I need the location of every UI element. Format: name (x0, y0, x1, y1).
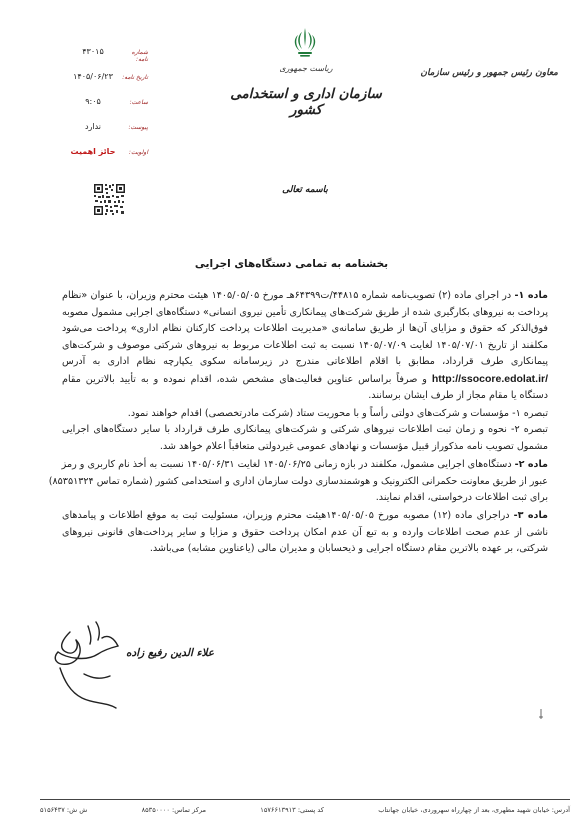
body-line (62, 508, 548, 525)
body-line (62, 305, 548, 322)
body-line (62, 422, 548, 439)
article-heading: ماده ۲- (514, 458, 548, 470)
letter-priority: حائز اهمیت (70, 147, 116, 156)
article-heading: ماده ۳- (513, 510, 548, 522)
body-line (62, 490, 548, 507)
body-text: دستگاه یا مقام مجاز از طرف ایشان برسانند. (368, 389, 548, 401)
body-line (48, 474, 548, 491)
body-line (62, 321, 548, 338)
body-line (62, 371, 548, 388)
office-title: معاون رئیس جمهور و رئیس سازمان (420, 68, 558, 78)
body-text: در اجرای ماده (۲) تصویب‌نامه شماره ۴۴۸۱۵/ت۶۴۳۹۹هـ مورخ ۱۴۰۵/۰۵/۰۵ هیئت محترم وزیران، با عنوان «نظام (62, 290, 515, 301)
meta-priority-label: اولویت: (128, 149, 148, 156)
body-text: تبصره ۱- مؤسسات و شرکت‌های دولتی رأساً و با محوریت ستاد (شرکت مادرتخصصی) اقدام خواهند نمود. (127, 407, 548, 419)
footer-phone: ش ش: ۵۱۵۶۴۳۷ (40, 806, 88, 814)
body-line (62, 439, 548, 456)
body-text: پرداخت به نیروهای بکارگیری شده از طریق شرکت‌های پیمانکاری تأمین نیروی انسانی» دستگاه‌های اجرایی مشمول مصوبه (62, 306, 548, 318)
body-line (62, 541, 548, 558)
body-line (62, 338, 548, 355)
footer (40, 806, 570, 820)
body-line (62, 406, 548, 423)
side-mark (537, 708, 545, 720)
body-line (62, 388, 548, 405)
body-text: تبصره ۲- نحوه و زمان ثبت اطلاعات نیروهای شرکتی و شرکت‌های پیمانکاری طرف قرارداد با سایر دستگاه‌های اجرایی (62, 424, 548, 436)
meta-number-row (64, 47, 148, 72)
meta-number-label: شماره نامه: (131, 49, 148, 63)
body-text: شرکتی، بر عهده بالاترین مقام دستگاه اجرایی و ذیحسابان و مدیران مالی (یاعناوین مشابه) می‌باشد. (149, 543, 548, 555)
qr-code (93, 183, 126, 216)
letter-body (48, 288, 549, 558)
footer-divider (40, 799, 570, 800)
article-heading: ماده ۱- (514, 290, 548, 301)
footer-contact-center: مرکز تماس: ۸۵۳۵۰۰۰۰ (141, 806, 207, 814)
body-text: و صرفاً براساس عناوین فعالیت‌های مشخص شده، اقدام نموده و به تأیید بالاترین مقام (62, 373, 432, 385)
body-line (62, 354, 548, 371)
footer-address: آدرس: خیابان شهید مطهری، بعد از چهارراه سهروردی، خیابان جهانتاب (378, 806, 570, 814)
body-line (62, 457, 548, 474)
footer-postal-code: کد پستی: ۱۵۷۶۶۱۳۹۱۳ (260, 806, 324, 814)
body-text: پیمانکاری طرف قرارداد، مطابق با اقلام اطلاعاتی مندرج در زیرسامانه سکوی یکپارچه نظام اداری به آدرس (62, 356, 548, 368)
body-line (62, 525, 548, 542)
iran-emblem-icon (290, 26, 320, 58)
body-line (62, 288, 548, 305)
meta-time-label: ساعت: (129, 99, 148, 106)
organization-name: سازمان اداری و استخدامی کشور (230, 86, 382, 118)
body-text: فوق‌الذکر که حقوق و مزایای آن‌ها از طریق سامانه‌ی «مدیریت اطلاعات پرداخت کارکنان نظام اداری» پرداخت می‌شود (62, 323, 548, 335)
meta-attachment-label: پیوست: (128, 124, 148, 131)
body-text: عبور از طریق معاونت حکمرانی الکترونیک و هوشمندسازی دولت سازمان اداری و استخدامی کشور (شماره تماس ۸۵۳۵۱۳۲۴) (48, 475, 548, 487)
letter-subject: بخشنامه به تمامی دستگاه‌های اجرایی (194, 258, 389, 270)
body-text: مشمول تصویب نامه مذکوراز قبیل مؤسسات و نهادهای عمومی غیردولتی متعاقباً اعلام خواهد شد. (159, 440, 548, 452)
body-text: مکلفند از تاریخ ۱۴۰۵/۰۷/۰۱ لغایت ۱۴۰۵/۰۷/۰۹ نسبت به ثبت اطلاعات مربوط به نیروهای شرکتی موصوف و شرکت‌های (62, 339, 549, 351)
system-url-link[interactable]: http://ssocore.edolat.ir/ (431, 372, 548, 385)
letter-date: ۱۴۰۵/۰۶/۲۳ (73, 72, 113, 81)
meta-priority-row (64, 147, 148, 172)
letter-meta (64, 47, 148, 172)
meta-time-row (64, 97, 148, 122)
presidency-label: ریاست جمهوری (279, 64, 333, 73)
body-text: دستگاه‌های اجرایی مشمول، مکلفند در بازه زمانی ۱۴۰۵/۰۶/۲۵ لغایت ۱۴۰۵/۰۶/۳۱ نسبت به أخذ نام کاربری و رمز (61, 458, 515, 470)
body-text: دراجرای ماده (۱۲) مصوبه مورخ ۱۴۰۵/۰۵/۰۵هیئت محترم وزیران، مسئولیت ثبت به موقع اطلاعات و پیامدهای (62, 510, 514, 522)
letter-number: ۴۳۰۱۵ (82, 47, 104, 56)
meta-attachment-row (64, 122, 148, 147)
invocation: باسمه تعالی (282, 185, 328, 195)
signer-name: علاء الدین رفیع زاده (126, 647, 214, 659)
body-text: ناشی از عدم صحت اطلاعات وارده و به تبع آن عدم امکان پرداخت حقوق و مزایا و سایر پرداخت‌های قانونی نیروهای (62, 526, 548, 538)
body-text: برای ثبت اطلاعات درخواستی، اقدام نمایند. (375, 492, 548, 504)
meta-date-label: تاریخ نامه: (122, 74, 148, 81)
letter-time: ۹:۰۵ (85, 97, 101, 106)
handwritten-signature (40, 618, 140, 716)
meta-date-row (64, 72, 148, 97)
letter-attachment: ندارد (84, 122, 102, 131)
